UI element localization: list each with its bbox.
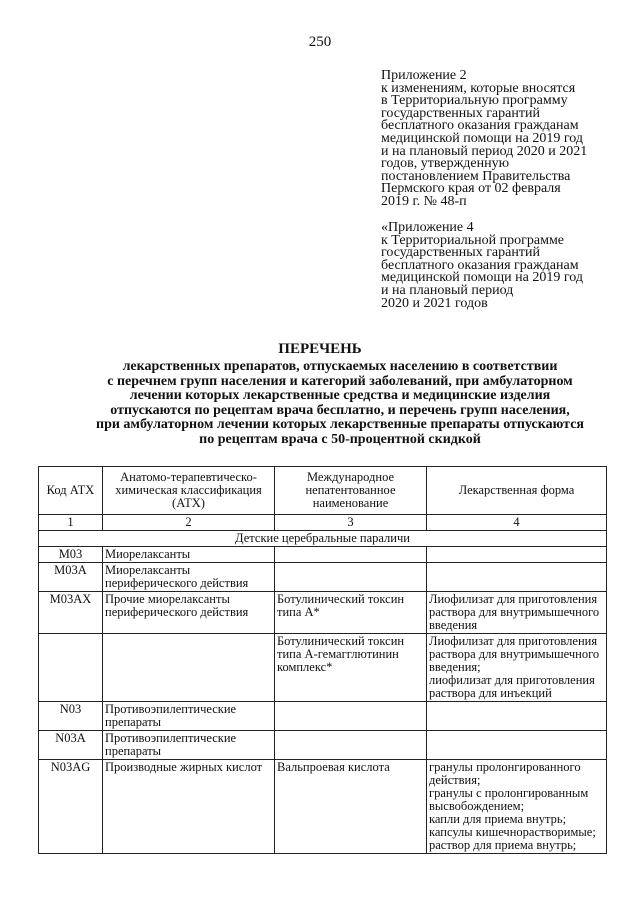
appendix-line: Пермского края от 02 февраля [381,181,561,197]
cell-line: лиофилизат для приготовления [429,673,595,687]
cell-line: типа А* [277,605,320,619]
appendix-line: в Территориальную программу [381,93,568,109]
cell-line: типа А-гемагглютинин [277,647,399,661]
dosage-form-cell [427,760,607,854]
cell-line: раствора для инъекций [429,686,552,700]
column-number: 1 [39,515,103,531]
atc-class-cell [103,563,275,592]
section-title: Детские церебральные параличи [39,531,607,547]
appendix-line: государственных гарантий [381,105,540,121]
appendix-line: годов, утвержденную [381,156,510,172]
appendix-line: государственных гарантий [381,245,540,261]
cell-line: препараты [105,744,162,758]
header-line: химическая классификация [115,483,262,497]
header-atc-classification [103,467,275,515]
inn-cell [275,634,427,702]
cell-line: Миорелаксанты [105,563,191,577]
atc-class-cell [103,731,275,760]
inn-cell [275,547,427,563]
atc-class-cell [103,702,275,731]
cell-line: препараты [105,715,162,729]
table-row [39,760,607,854]
cell-line: раствор для приема внутрь; [429,838,577,852]
header-line: непатентованное [305,483,396,497]
cell-line: Миорелаксанты [105,547,191,561]
page-number: 250 [308,34,332,50]
document-subtitle [40,360,640,448]
appendix-2-note [381,70,611,209]
appendix-line: Приложение 2 [381,68,467,83]
cell-line: Лиофилизат для приготовления [429,592,598,606]
table-row [39,731,607,760]
cell-line: введения; [429,660,481,674]
cell-line: раствора для внутримышечного [429,605,600,619]
table-header-row [39,467,607,515]
cell-line: Лиофилизат для приготовления [429,634,598,648]
header-line: (АТХ) [172,496,205,510]
section-row [39,531,607,547]
appendix-line: к изменениям, которые вносятся [381,80,576,96]
header-line: Международное [306,470,395,484]
subtitle-line: лекарственных препаратов, отпускаемых населению в соответствии [122,359,558,374]
cell-line: Производные жирных кислот [105,760,263,774]
appendix-line: и на плановый период 2020 и 2021 [381,143,588,159]
table-row [39,563,607,592]
appendix-line: бесплатного оказания гражданам [381,257,579,273]
inn-cell [275,731,427,760]
subtitle-line: лечении которых лекарственные средства и медицинские изделия [129,388,551,404]
atc-class-cell [103,592,275,634]
atc-code-cell: M03A [39,563,103,592]
header-line: наименование [312,496,389,510]
appendix-line: медицинской помощи на 2019 год [381,130,583,146]
header-line: Анатомо-терапевтическо- [120,470,257,484]
column-number: 3 [275,515,427,531]
cell-line: введения [429,618,478,632]
appendix-line: и на плановый период [381,282,514,298]
atc-class-cell [103,760,275,854]
table-row [39,547,607,563]
cell-line: Противоэпилептические [105,702,237,716]
cell-line: Противоэпилептические [105,731,237,745]
cell-line: действия; [429,773,481,787]
header-inn [275,467,427,515]
dosage-form-cell [427,592,607,634]
column-number: 4 [427,515,607,531]
cell-line: периферического действия [105,605,249,619]
cell-line: высвобождением; [429,799,525,813]
atc-class-cell [103,634,275,702]
cell-line: Ботулинический токсин [277,592,405,606]
inn-cell [275,702,427,731]
atc-class-cell [103,547,275,563]
dosage-form-cell [427,634,607,702]
header-dosage-form: Лекарственная форма [427,467,607,515]
dosage-form-cell [427,702,607,731]
header-atc-code: Код АТХ [39,467,103,515]
column-number: 2 [103,515,275,531]
table-row [39,702,607,731]
cell-line: периферического действия [105,576,249,590]
atc-code-cell: N03A [39,731,103,760]
inn-cell [275,760,427,854]
cell-line: капли для приема внутрь; [429,812,567,826]
cell-line: раствора для внутримышечного [429,647,600,661]
inn-cell [275,592,427,634]
cell-line: Прочие миорелаксанты [105,592,230,606]
atc-code-cell: N03AG [39,760,103,854]
subtitle-line: при амбулаторном лечении которых лекарственные препараты отпускаются [96,417,584,433]
cell-line: капсулы кишечнорастворимые; [429,825,596,839]
atc-code-cell: M03 [39,547,103,563]
dosage-form-cell [427,731,607,760]
drug-list-table [38,466,607,854]
appendix-line: бесплатного оказания гражданам [381,118,579,134]
cell-line: гранулы с пролонгированным [429,786,589,800]
document-title: ПЕРЕЧЕНЬ [278,341,362,357]
appendix-line: 2019 г. № 48-п [381,193,467,209]
dosage-form-cell [427,563,607,592]
inn-cell [275,563,427,592]
atc-code-cell: N03 [39,702,103,731]
cell-line: комплекс* [277,660,333,674]
atc-code-cell [39,634,103,702]
cell-line: Ботулинический токсин [277,634,405,648]
subtitle-line: с перечнем групп населения и категорий заболеваний, при амбулаторном [107,373,573,389]
appendix-4-note [381,222,611,310]
column-number-row [39,515,607,531]
cell-line: гранулы пролонгированного [429,760,581,774]
subtitle-line: отпускаются по рецептам врача бесплатно, и перечень групп населения, [110,402,570,418]
appendix-line: 2020 и 2021 годов [381,295,488,311]
cell-line: Вальпроевая кислота [277,760,390,774]
table-row [39,634,607,702]
subtitle-line: по рецептам врача с 50-процентной скидкой [199,431,481,447]
dosage-form-cell [427,547,607,563]
atc-code-cell: M03AX [39,592,103,634]
table-row [39,592,607,634]
appendix-line: медицинской помощи на 2019 год [381,270,583,286]
appendix-line: «Приложение 4 [381,220,474,235]
appendix-line: постановлением Правительства [381,168,571,184]
appendix-line: к Территориальной программе [381,232,565,248]
